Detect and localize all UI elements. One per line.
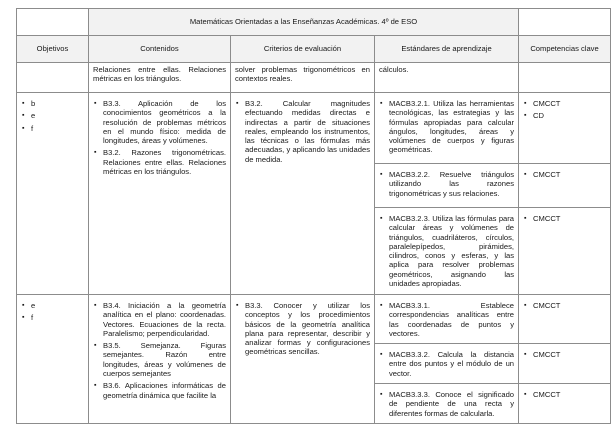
contenidos-text: Relaciones entre ellas. Relaciones métricas en los triángulos. <box>93 65 226 84</box>
table-row <box>17 63 611 93</box>
table-row <box>17 295 611 344</box>
estandar-item: ▪ MACB3.2.3. Utiliza las fórmulas para calcular áreas y volúmenes de triángulos, cuadriláteros, círculos, paralelepípedos, pirámides, cilindros, conos y esferas, y las aplica para resolver problemas geométricos, asignando las unidades apropiadas. <box>389 214 514 288</box>
table-title: Matemáticas Orientadas a las Enseñanzas Académicas. 4º de ESO <box>89 9 519 36</box>
objetivo-item: ▪ f <box>31 124 84 133</box>
estandar-item: ▪ MACB3.3.2. Calcula la distancia entre dos puntos y el módulo de un vector. <box>389 350 514 378</box>
competencia-item: ▪ CMCCT <box>533 301 606 310</box>
criterios-text: solver problemas trigonométricos en contextos reales. <box>235 65 370 84</box>
estandar-item: ▪ MACB3.2.1. Utiliza las herramientas tecnológicas, las estrategias y las fórmulas apropiadas para calcular ángulos, longitudes, áreas y volúmenes de cuerpos y figuras geométricas. <box>389 99 514 155</box>
objetivo-item: ▪ f <box>31 313 84 322</box>
estandar-item: ▪ MACB3.3.1. Establece correspondencias analíticas entre las coordenadas de puntos y vectores. <box>389 301 514 338</box>
estandar-item: ▪ MACB3.3.3. Conoce el significado de pendiente de una recta y diferentes formas de calcularla. <box>389 390 514 418</box>
header-row <box>17 36 611 63</box>
objetivos-cell <box>17 295 89 424</box>
criterios-cell <box>231 63 375 93</box>
objetivos-cell <box>17 63 89 93</box>
curriculum-page <box>16 8 610 424</box>
header-criterios: Criterios de evaluación <box>231 36 375 63</box>
competencias-cell <box>519 295 611 344</box>
criterio-item: ▪ B3.3. Conocer y utilizar los conceptos y los procedimientos básicos de la geometría analítica plana para representar, describir y analizar formas y configuraciones geométricas sencillas. <box>245 301 370 357</box>
competencia-item: ▪ CMCCT <box>533 170 606 179</box>
competencias-cell <box>519 164 611 208</box>
objetivo-item: ▪ b <box>31 99 84 108</box>
competencias-cell <box>519 384 611 424</box>
estandares-cell <box>375 63 519 93</box>
contenido-item: ▪ B3.4. Iniciación a la geometría analítica en el plano: coordenadas. Vectores. Ecuaciones de la recta. Paralelismo; perpendicularidad. <box>103 301 226 338</box>
estandar-cell <box>375 344 519 384</box>
estandar-cell <box>375 208 519 295</box>
contenido-item: ▪ B3.5. Semejanza. Figuras semejantes. Razón entre longitudes, áreas y volúmenes de cuerpos semejantes <box>103 341 226 378</box>
competencia-item: ▪ CMCCT <box>533 350 606 359</box>
criterio-item: ▪ B3.2. Calcular magnitudes efectuando medidas directas e indirectas a partir de situaciones reales, empleando los instrumentos, las técnicas o las fórmulas más adecuadas, y aplicando las unidades de medida. <box>245 99 370 164</box>
competencia-item: ▪ CMCCT <box>533 390 606 399</box>
contenido-item: ▪ B3.2. Razones trigonométricas. Relaciones entre ellas. Relaciones métricas en los triángulos. <box>103 148 226 176</box>
estandar-item: ▪ MACB3.2.2. Resuelve triángulos utilizando las razones trigonométricas y sus relaciones. <box>389 170 514 198</box>
contenidos-cell <box>89 93 231 295</box>
header-objetivos: Objetivos <box>17 36 89 63</box>
estandares-text: cálculos. <box>379 65 409 74</box>
estandar-cell <box>375 384 519 424</box>
contenido-item: ▪ B3.6. Aplicaciones informáticas de geometría dinámica que facilite la <box>103 381 226 400</box>
criterios-cell <box>231 93 375 295</box>
header-competencias: Competencias clave <box>519 36 611 63</box>
competencia-item: ▪ CMCCT <box>533 214 606 223</box>
title-spacer-right <box>519 9 611 36</box>
estandar-cell <box>375 295 519 344</box>
contenidos-cell <box>89 63 231 93</box>
estandar-cell <box>375 164 519 208</box>
table-row <box>17 93 611 164</box>
criterios-cell <box>231 295 375 424</box>
estandar-cell <box>375 93 519 164</box>
contenidos-cell <box>89 295 231 424</box>
title-row <box>17 9 611 36</box>
contenido-item: ▪ B3.3. Aplicación de los conocimientos geométricos a la resolución de problemas métricos en el mundo físico: medida de longitudes, áreas y volúmenes. <box>103 99 226 145</box>
competencias-cell <box>519 344 611 384</box>
header-estandares: Estándares de aprendizaje <box>375 36 519 63</box>
competencia-item: ▪ CMCCT <box>533 99 606 108</box>
competencias-cell <box>519 93 611 164</box>
competencias-cell <box>519 208 611 295</box>
objetivo-item: ▪ e <box>31 301 84 310</box>
header-contenidos: Contenidos <box>89 36 231 63</box>
competencia-item: ▪ CD <box>533 111 606 120</box>
curriculum-table <box>16 8 611 424</box>
objetivo-item: ▪ e <box>31 111 84 120</box>
competencias-cell <box>519 63 611 93</box>
objetivos-cell <box>17 93 89 295</box>
title-spacer <box>17 9 89 36</box>
